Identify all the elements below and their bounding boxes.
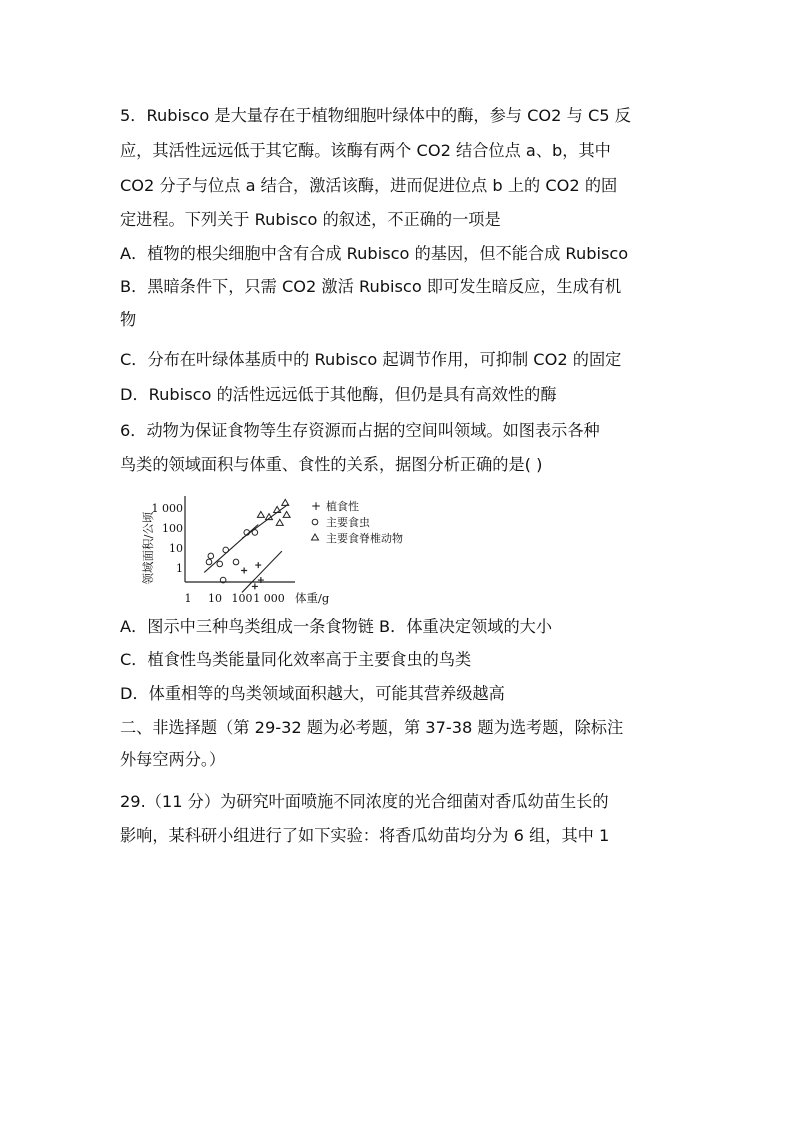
chart-ylabel: 领域面积/公顷 bbox=[141, 511, 155, 585]
data-point-herbivore-1 bbox=[241, 567, 247, 573]
data-point-carnivore-5 bbox=[282, 499, 289, 505]
q5-stem-2: 应，其活性远远低于其它酶。该酶有两个 CO2 结合位点 a、b，其中 bbox=[120, 141, 611, 160]
territory-chart bbox=[125, 490, 420, 606]
q29-line-2: 影响，某科研小组进行了如下实验：将香瓜幼苗均分为 6 组，其中 1 bbox=[120, 826, 610, 845]
data-point-carnivore-6 bbox=[283, 511, 290, 517]
legend-symbol-carnivore bbox=[312, 534, 319, 540]
chart-x-tick-100: 100 bbox=[231, 592, 253, 605]
legend-symbol-insectivore bbox=[312, 519, 318, 525]
chart-x-tick-10: 10 bbox=[208, 592, 222, 605]
q6-stem-1: 6．动物为保证食物等生存资源而占据的空间叫领域。如图表示各种 bbox=[120, 421, 600, 440]
chart-y-tick-1: 1 bbox=[176, 562, 183, 575]
chart-x-tick-1: 1 bbox=[184, 592, 192, 605]
data-point-carnivore-3 bbox=[274, 506, 281, 512]
data-point-insectivore-2 bbox=[208, 553, 214, 559]
q6-option-a-b: A．图示中三种鸟类组成一条食物链 B．体重决定领域的大小 bbox=[120, 617, 553, 636]
legend-label-insectivore: 主要食虫 bbox=[326, 516, 370, 529]
section-2-heading-2: 外每空两分。） bbox=[120, 750, 226, 769]
q5-option-c: C．分布在叶绿体基质中的 Rubisco 起调节作用，可抑制 CO2 的固定 bbox=[120, 350, 622, 369]
data-point-herbivore-2 bbox=[252, 583, 258, 589]
chart-x-tick-1000: 1 000 bbox=[253, 592, 285, 605]
legend-label-carnivore: 主要食脊椎动物 bbox=[326, 532, 403, 545]
trend-line-herbivore bbox=[242, 551, 282, 592]
q5-stem-1: 5．Rubisco 是大量存在于植物细胞叶绿体中的酶，参与 CO2 与 C5 反 bbox=[120, 106, 631, 125]
data-point-herbivore-4 bbox=[255, 562, 261, 568]
trend-line-insectivore bbox=[204, 524, 258, 572]
data-point-carnivore-4 bbox=[276, 519, 283, 525]
legend-label-herbivore: 植食性 bbox=[326, 500, 359, 513]
legend-symbol-herbivore: + bbox=[311, 499, 322, 513]
data-point-insectivore-6 bbox=[233, 559, 239, 565]
chart-xlabel: 体重/g bbox=[295, 591, 330, 605]
data-point-insectivore-1 bbox=[206, 559, 212, 565]
chart-y-tick-10: 10 bbox=[169, 542, 183, 555]
data-point-insectivore-3 bbox=[217, 561, 223, 567]
chart-y-tick-1000: 1 000 bbox=[151, 502, 183, 515]
q6-stem-2: 鸟类的领域面积与体重、食性的关系，据图分析正确的是( ) bbox=[120, 455, 543, 474]
chart-y-tick-100: 100 bbox=[162, 522, 183, 535]
q6-option-d: D．体重相等的鸟类领域面积越大，可能其营养级越高 bbox=[120, 684, 505, 703]
q5-option-d: D．Rubisco 的活性远远低于其他酶，但仍是具有高效性的酶 bbox=[120, 385, 557, 404]
q6-option-c: C．植食性鸟类能量同化效率高于主要食虫的鸟类 bbox=[120, 650, 472, 669]
data-point-carnivore-1 bbox=[257, 511, 264, 517]
data-point-insectivore-8 bbox=[252, 530, 258, 536]
data-point-insectivore-5 bbox=[223, 547, 229, 553]
q29-line-1: 29.（11 分）为研究叶面喷施不同浓度的光合细菌对香瓜幼苗生长的 bbox=[120, 792, 609, 811]
q5-stem-4: 定进程。下列关于 Rubisco 的叙述，不正确的一项是 bbox=[120, 210, 501, 229]
q5-option-b: B．黑暗条件下，只需 CO2 激活 Rubisco 即可发生暗反应，生成有机 bbox=[120, 277, 622, 296]
q5-option-b-cont: 物 bbox=[120, 310, 137, 329]
section-2-heading-1: 二、非选择题（第 29-32 题为必考题，第 37-38 题为选考题，除标注 bbox=[120, 718, 624, 737]
q5-stem-3: CO2 分子与位点 a 结合，激活该酶，进而促进位点 b 上的 CO2 的固 bbox=[120, 176, 618, 195]
q5-option-a: A．植物的根尖细胞中含有合成 Rubisco 的基因，但不能合成 Rubisco bbox=[120, 244, 629, 263]
